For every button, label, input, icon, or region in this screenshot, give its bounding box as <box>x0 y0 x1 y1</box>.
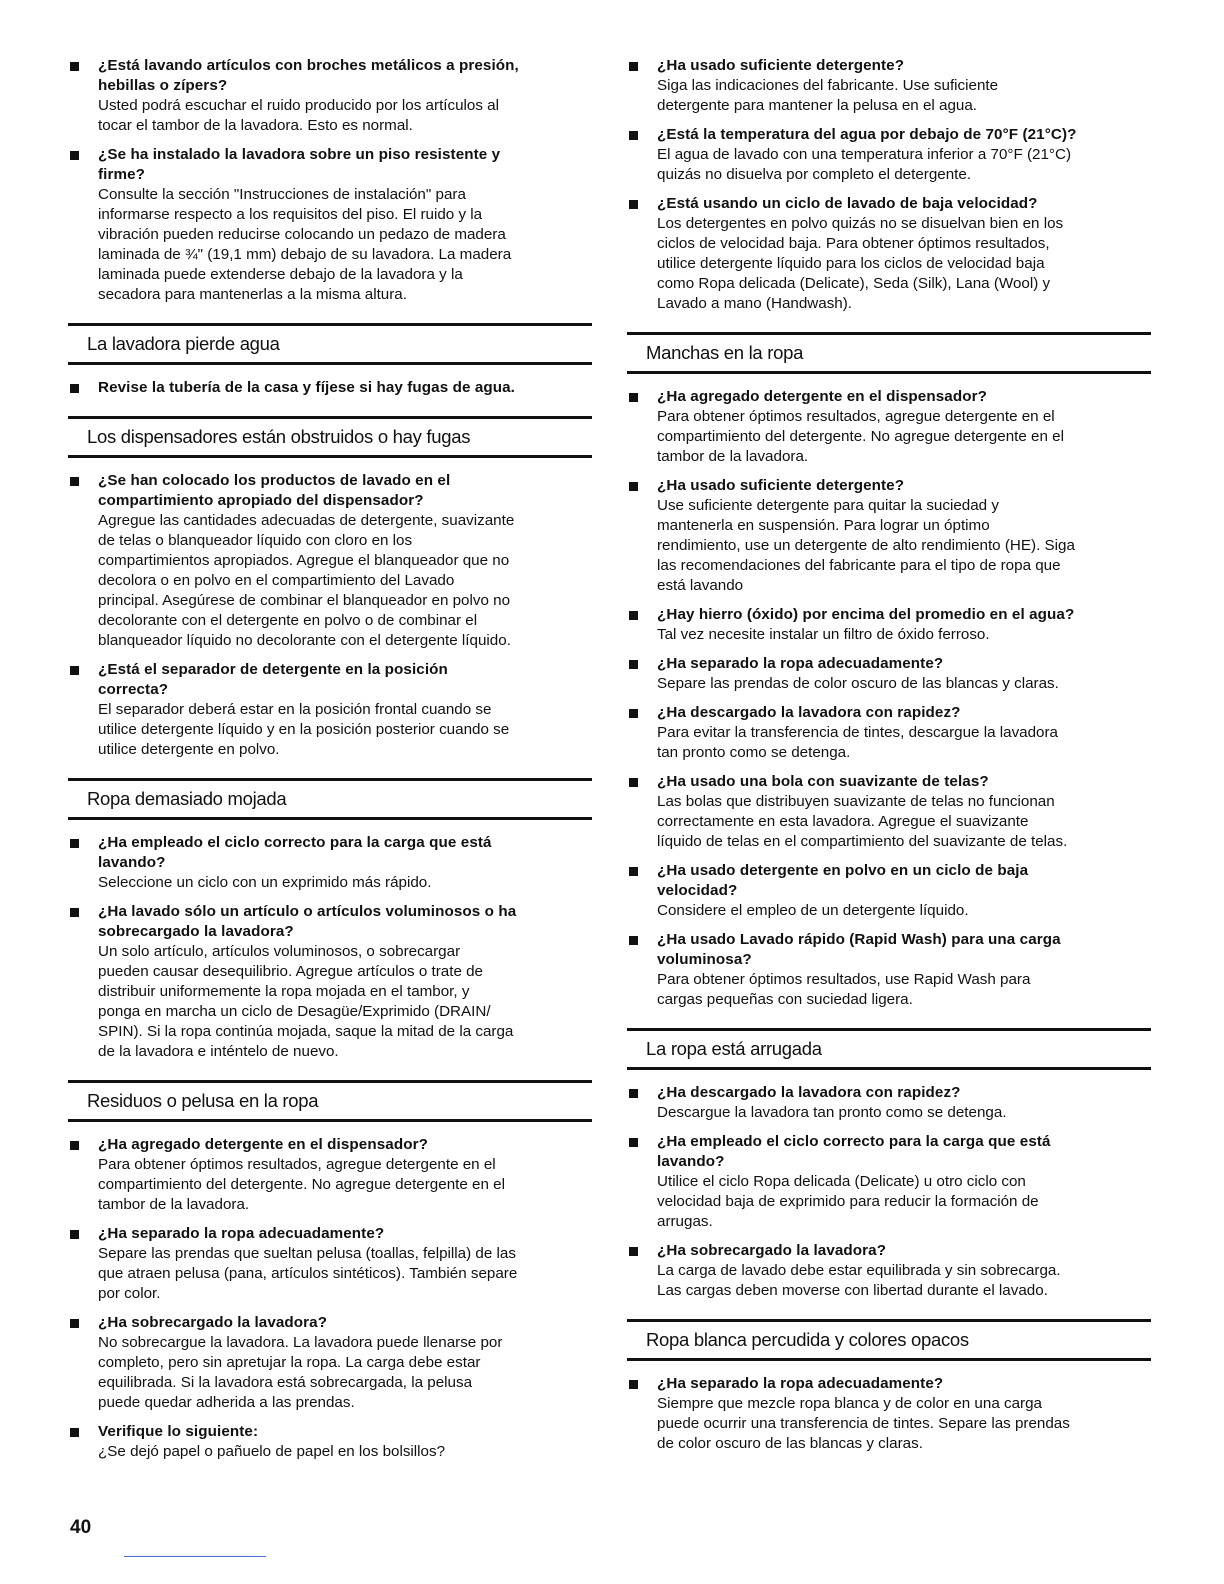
faq-question <box>98 145 592 185</box>
answer-line: está lavando <box>657 577 744 594</box>
square-bullet-icon <box>629 778 638 787</box>
faq-item <box>68 902 592 1062</box>
answer-line: por color. <box>98 1285 161 1302</box>
question-line: ¿Ha separado la ropa adecuadamente? <box>657 655 944 672</box>
answer-line: completo, pero sin apretujar la ropa. La carga debe estar <box>98 1354 481 1371</box>
answer-line: ciclos de velocidad baja. Para obtener óptimos resultados, <box>657 235 1050 252</box>
answer-line: tambor de la lavadora. <box>657 448 809 465</box>
faq-answer <box>657 674 1151 694</box>
answer-line: tan pronto como se detenga. <box>657 744 851 761</box>
troubleshooting-section <box>627 1028 1151 1301</box>
faq-answer <box>98 700 592 760</box>
answer-line: No sobrecargue la lavadora. La lavadora puede llenarse por <box>98 1334 503 1351</box>
square-bullet-icon <box>629 1247 638 1256</box>
square-bullet-icon <box>70 908 79 917</box>
answer-line: de color oscuro de las blancas y claras. <box>657 1435 923 1452</box>
bottom-rule <box>124 1556 266 1557</box>
faq-item <box>68 471 592 651</box>
question-line: Revise la tubería de la casa y fíjese si hay fugas de agua. <box>98 379 516 396</box>
square-bullet-icon <box>629 709 638 718</box>
question-line: firme? <box>98 166 146 183</box>
answer-line: tambor de la lavadora. <box>98 1196 250 1213</box>
question-line: hebillas o zípers? <box>98 77 228 94</box>
faq-answer <box>98 1442 592 1462</box>
question-line: ¿Ha usado suficiente detergente? <box>657 477 905 494</box>
question-line: ¿Ha sobrecargado la lavadora? <box>98 1314 328 1331</box>
answer-line: Consulte la sección "Instrucciones de instalación" para <box>98 186 466 203</box>
answer-line: El agua de lavado con una temperatura inferior a 70°F (21°C) <box>657 146 1072 163</box>
faq-answer <box>98 942 592 1062</box>
page-number: 40 <box>70 1517 92 1538</box>
faq-question <box>98 378 592 398</box>
question-line: ¿Se han colocado los productos de lavado en el <box>98 472 451 489</box>
answer-line: rendimiento, use un detergente de alto rendimiento (HE). Siga <box>657 537 1075 554</box>
square-bullet-icon <box>629 200 638 209</box>
question-line: ¿Ha agregado detergente en el dispensador? <box>657 388 987 405</box>
answer-line: Para evitar la transferencia de tintes, descargue la lavadora <box>657 724 1059 741</box>
square-bullet-icon <box>70 384 79 393</box>
answer-line: Para obtener óptimos resultados, agregue detergente en el <box>657 408 1055 425</box>
faq-question <box>657 387 1151 407</box>
question-line: compartimiento apropiado del dispensador? <box>98 492 424 509</box>
faq-item <box>68 660 592 760</box>
answer-line: principal. Asegúrese de combinar el blanqueador en polvo no <box>98 592 511 609</box>
faq-question <box>657 1374 1151 1394</box>
faq-question <box>98 1422 592 1442</box>
right-column <box>627 56 1151 1463</box>
faq-question <box>657 476 1151 496</box>
faq-question <box>657 930 1151 970</box>
faq-answer <box>657 1103 1151 1123</box>
answer-line: líquido de telas en el compartimiento del suavizante de telas. <box>657 833 1068 850</box>
faq-answer <box>98 1333 592 1413</box>
faq-item <box>627 772 1151 852</box>
troubleshooting-section <box>627 332 1151 1010</box>
faq-item <box>68 56 592 136</box>
answer-line: velocidad baja de exprimido para reducir la formación de <box>657 1193 1039 1210</box>
answer-line: equilibrada. Si la lavadora está sobrecargada, la pelusa <box>98 1374 473 1391</box>
answer-line: Considere el empleo de un detergente líquido. <box>657 902 969 919</box>
faq-item <box>68 378 592 398</box>
troubleshooting-section <box>68 323 592 398</box>
answer-line: Para obtener óptimos resultados, agregue detergente en el <box>98 1156 496 1173</box>
question-line: correcta? <box>98 681 169 698</box>
question-line: ¿Se ha instalado la lavadora sobre un piso resistente y <box>98 146 501 163</box>
answer-line: las recomendaciones del fabricante para el tipo de ropa que <box>657 557 1061 574</box>
faq-item <box>627 1132 1151 1232</box>
faq-answer <box>657 970 1151 1010</box>
question-line: ¿Está lavando artículos con broches metálicos a presión, <box>98 57 519 74</box>
faq-answer <box>98 185 592 305</box>
square-bullet-icon <box>629 131 638 140</box>
square-bullet-icon <box>629 867 638 876</box>
answer-line: utilice detergente líquido y en la posición posterior cuando se <box>98 721 510 738</box>
question-line: ¿Ha empleado el ciclo correcto para la carga que está <box>657 1133 1051 1150</box>
question-line: ¿Ha usado suficiente detergente? <box>657 57 905 74</box>
faq-answer <box>98 873 592 893</box>
square-bullet-icon <box>629 660 638 669</box>
answer-line: Las bolas que distribuyen suavizante de telas no funcionan <box>657 793 1055 810</box>
question-line: ¿Ha descargado la lavadora con rapidez? <box>657 704 961 721</box>
question-line: ¿Está el separador de detergente en la posición <box>98 661 448 678</box>
faq-answer <box>98 1244 592 1304</box>
faq-question <box>657 125 1151 145</box>
answer-line: Siempre que mezcle ropa blanca y de color en una carga <box>657 1395 1042 1412</box>
question-line: ¿Ha agregado detergente en el dispensador? <box>98 1136 428 1153</box>
faq-answer <box>657 1172 1151 1232</box>
square-bullet-icon <box>629 1380 638 1389</box>
answer-line: arrugas. <box>657 1213 713 1230</box>
faq-question <box>657 1132 1151 1172</box>
answer-line: pueden causar desequilibrio. Agregue artículos o trate de <box>98 963 484 980</box>
square-bullet-icon <box>629 62 638 71</box>
faq-answer <box>657 496 1151 596</box>
faq-item <box>627 1374 1151 1454</box>
square-bullet-icon <box>70 666 79 675</box>
faq-question <box>657 1083 1151 1103</box>
question-line: ¿Ha usado una bola con suavizante de telas? <box>657 773 989 790</box>
answer-line: tocar el tambor de la lavadora. Esto es normal. <box>98 117 413 134</box>
question-line: sobrecargado la lavadora? <box>98 923 294 940</box>
faq-answer <box>657 723 1151 763</box>
answer-line: laminada puede extenderse debajo de la lavadora y la <box>98 266 463 283</box>
answer-line: Tal vez necesite instalar un filtro de óxido ferroso. <box>657 626 990 643</box>
faq-answer <box>98 96 592 136</box>
faq-question <box>657 1241 1151 1261</box>
answer-line: Descargue la lavadora tan pronto como se detenga. <box>657 1104 1007 1121</box>
answer-line: que atraen pelusa (pana, artículos sintéticos). También separe <box>98 1265 518 1282</box>
faq-item <box>68 833 592 893</box>
answer-line: cargas pequeñas con suciedad ligera. <box>657 991 913 1008</box>
square-bullet-icon <box>70 1230 79 1239</box>
section-heading: Residuos o pelusa en la ropa <box>68 1080 592 1122</box>
faq-answer <box>657 901 1151 921</box>
question-line: lavando? <box>98 854 166 871</box>
question-line: ¿Está la temperatura del agua por debajo de 70°F (21°C)? <box>657 126 1077 143</box>
answer-line: laminada de ¾" (19,1 mm) debajo de su lavadora. La madera <box>98 246 512 263</box>
question-line: ¿Ha usado Lavado rápido (Rapid Wash) para una carga <box>657 931 1061 948</box>
section-heading: La ropa está arrugada <box>627 1028 1151 1070</box>
answer-line: informarse respecto a los requisitos del piso. El ruido y la <box>98 206 483 223</box>
faq-question <box>657 654 1151 674</box>
question-line: Verifique lo siguiente: <box>98 1423 259 1440</box>
answer-line: de la lavadora e inténtelo de nuevo. <box>98 1043 339 1060</box>
faq-item <box>627 387 1151 467</box>
answer-line: quizás no disuelva por completo el detergente. <box>657 166 972 183</box>
faq-item <box>627 194 1151 314</box>
faq-question <box>98 1135 592 1155</box>
faq-item <box>627 1241 1151 1301</box>
answer-line: puede quedar adherida a las prendas. <box>98 1394 355 1411</box>
troubleshooting-section <box>68 1080 592 1462</box>
question-line: ¿Está usando un ciclo de lavado de baja velocidad? <box>657 195 1038 212</box>
square-bullet-icon <box>629 611 638 620</box>
answer-line: utilice detergente líquido para los ciclos de velocidad baja <box>657 255 1045 272</box>
question-line: ¿Ha usado detergente en polvo en un ciclo de baja <box>657 862 1029 879</box>
faq-question <box>657 605 1151 625</box>
faq-question <box>98 471 592 511</box>
section-heading: Ropa blanca percudida y colores opacos <box>627 1319 1151 1361</box>
faq-question <box>98 1313 592 1333</box>
faq-question <box>98 833 592 873</box>
troubleshooting-section <box>68 778 592 1062</box>
question-line: ¿Ha sobrecargado la lavadora? <box>657 1242 887 1259</box>
square-bullet-icon <box>70 477 79 486</box>
faq-item <box>627 861 1151 921</box>
square-bullet-icon <box>70 1428 79 1437</box>
question-line: velocidad? <box>657 882 738 899</box>
faq-answer <box>657 214 1151 314</box>
faq-item <box>627 56 1151 116</box>
faq-answer <box>657 1394 1151 1454</box>
faq-item <box>68 1135 592 1215</box>
answer-line: Seleccione un ciclo con un exprimido más rápido. <box>98 874 432 891</box>
answer-line: utilice detergente en polvo. <box>98 741 280 758</box>
faq-question <box>98 660 592 700</box>
troubleshooting-section <box>627 1319 1151 1454</box>
answer-line: Usted podrá escuchar el ruido producido por los artículos al <box>98 97 500 114</box>
faq-question <box>98 56 592 96</box>
faq-item <box>627 703 1151 763</box>
answer-line: Siga las indicaciones del fabricante. Use suficiente <box>657 77 999 94</box>
question-line: ¿Hay hierro (óxido) por encima del promedio en el agua? <box>657 606 1075 623</box>
answer-line: compartimientos apropiados. Agregue el blanqueador que no <box>98 552 510 569</box>
answer-line: mantenerla en suspensión. Para lograr un óptimo <box>657 517 990 534</box>
faq-question <box>98 1224 592 1244</box>
question-line: ¿Ha lavado sólo un artículo o artículos voluminosos o ha <box>98 903 517 920</box>
answer-line: detergente para mantener la pelusa en el agua. <box>657 97 978 114</box>
faq-item <box>68 1422 592 1462</box>
answer-line: vibración pueden reducirse colocando un pedazo de madera <box>98 226 506 243</box>
answer-line: ¿Se dejó papel o pañuelo de papel en los bolsillos? <box>98 1443 446 1460</box>
square-bullet-icon <box>629 936 638 945</box>
square-bullet-icon <box>70 1319 79 1328</box>
faq-item <box>627 654 1151 694</box>
square-bullet-icon <box>70 839 79 848</box>
answer-line: correctamente en esta lavadora. Agregue el suavizante <box>657 813 1029 830</box>
answer-line: Use suficiente detergente para quitar la suciedad y <box>657 497 999 514</box>
faq-answer <box>98 511 592 651</box>
faq-answer <box>657 1261 1151 1301</box>
square-bullet-icon <box>70 151 79 160</box>
answer-line: distribuir uniformemente la ropa mojada en el tambor, y <box>98 983 470 1000</box>
faq-item <box>68 145 592 305</box>
faq-answer <box>657 407 1151 467</box>
question-line: ¿Ha separado la ropa adecuadamente? <box>657 1375 944 1392</box>
answer-line: blanqueador líquido no decolorante con el detergente líquido. <box>98 632 511 649</box>
left-column <box>68 56 592 1471</box>
square-bullet-icon <box>629 1138 638 1147</box>
faq-answer <box>657 625 1151 645</box>
answer-line: decolora o en polvo en el compartimiento del Lavado <box>98 572 455 589</box>
faq-question <box>657 861 1151 901</box>
question-line: lavando? <box>657 1153 725 1170</box>
answer-line: compartimiento del detergente. No agregue detergente en el <box>657 428 1064 445</box>
answer-line: Separe las prendas que sueltan pelusa (toallas, felpilla) de las <box>98 1245 516 1262</box>
troubleshooting-section <box>68 416 592 760</box>
answer-line: compartimiento del detergente. No agregue detergente en el <box>98 1176 505 1193</box>
faq-answer <box>657 76 1151 116</box>
answer-line: La carga de lavado debe estar equilibrada y sin sobrecarga. <box>657 1262 1061 1279</box>
faq-question <box>657 56 1151 76</box>
question-line: ¿Ha descargado la lavadora con rapidez? <box>657 1084 961 1101</box>
faq-question <box>657 772 1151 792</box>
answer-line: Agregue las cantidades adecuadas de detergente, suavizante <box>98 512 515 529</box>
section-heading: Manchas en la ropa <box>627 332 1151 374</box>
square-bullet-icon <box>70 1141 79 1150</box>
faq-item <box>68 1313 592 1413</box>
section-heading: Ropa demasiado mojada <box>68 778 592 820</box>
square-bullet-icon <box>629 482 638 491</box>
answer-line: Las cargas deben moverse con libertad durante el lavado. <box>657 1282 1048 1299</box>
answer-line: puede ocurrir una transferencia de tintes. Separe las prendas <box>657 1415 1070 1432</box>
section-heading: Los dispensadores están obstruidos o hay fugas <box>68 416 592 458</box>
faq-item <box>627 125 1151 185</box>
answer-line: decolorante con el detergente en polvo o de combinar el <box>98 612 478 629</box>
answer-line: Separe las prendas de color oscuro de las blancas y claras. <box>657 675 1059 692</box>
square-bullet-icon <box>629 1089 638 1098</box>
faq-question <box>657 194 1151 214</box>
faq-question <box>98 902 592 942</box>
answer-line: Utilice el ciclo Ropa delicada (Delicate) u otro ciclo con <box>657 1173 1026 1190</box>
faq-item <box>627 1083 1151 1123</box>
faq-item <box>627 605 1151 645</box>
question-line: ¿Ha empleado el ciclo correcto para la carga que está <box>98 834 492 851</box>
answer-line: El separador deberá estar en la posición frontal cuando se <box>98 701 492 718</box>
faq-answer <box>657 792 1151 852</box>
answer-line: como Ropa delicada (Delicate), Seda (Silk), Lana (Wool) y <box>657 275 1051 292</box>
faq-question <box>657 703 1151 723</box>
answer-line: Los detergentes en polvo quizás no se disuelvan bien en los <box>657 215 1064 232</box>
answer-line: secadora para mantenerlas a la misma altura. <box>98 286 407 303</box>
faq-answer <box>98 1155 592 1215</box>
answer-line: Lavado a mano (Handwash). <box>657 295 853 312</box>
square-bullet-icon <box>70 62 79 71</box>
answer-line: de telas o blanqueador líquido con cloro en los <box>98 532 413 549</box>
square-bullet-icon <box>629 393 638 402</box>
faq-item <box>68 1224 592 1304</box>
answer-line: Para obtener óptimos resultados, use Rapid Wash para <box>657 971 1031 988</box>
section-heading: La lavadora pierde agua <box>68 323 592 365</box>
answer-line: ponga en marcha un ciclo de Desagüe/Exprimido (DRAIN/ <box>98 1003 491 1020</box>
answer-line: SPIN). Si la ropa continúa mojada, saque la mitad de la carga <box>98 1023 514 1040</box>
question-line: voluminosa? <box>657 951 752 968</box>
question-line: ¿Ha separado la ropa adecuadamente? <box>98 1225 385 1242</box>
answer-line: Un solo artículo, artículos voluminosos, o sobrecargar <box>98 943 461 960</box>
faq-answer <box>657 145 1151 185</box>
faq-item <box>627 476 1151 596</box>
faq-item <box>627 930 1151 1010</box>
